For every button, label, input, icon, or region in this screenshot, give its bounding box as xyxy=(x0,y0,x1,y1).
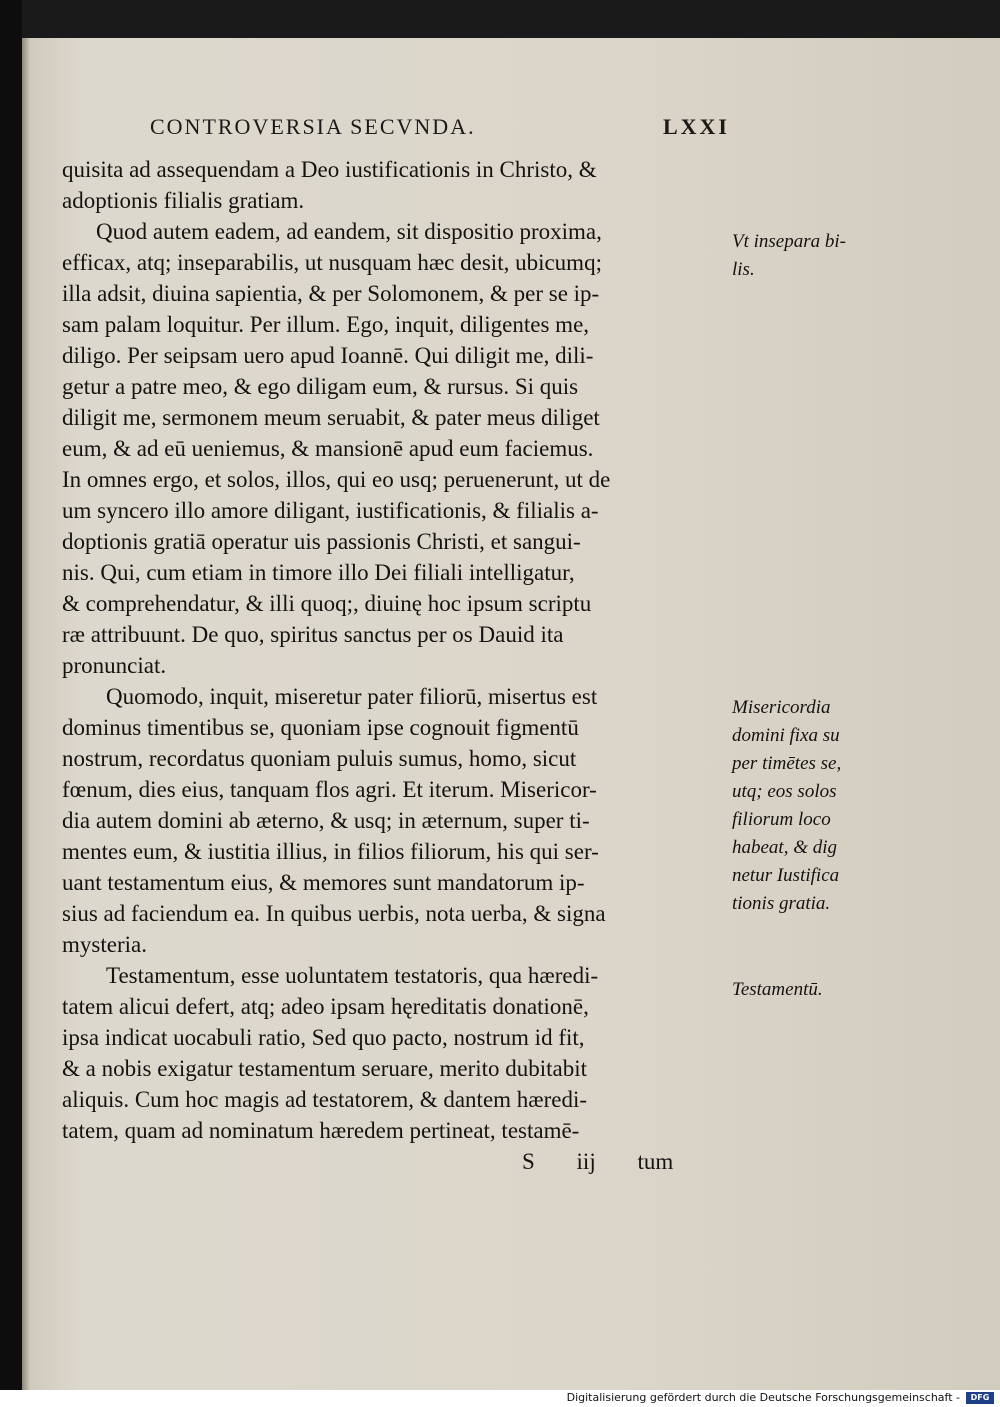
dfg-logo: DFG xyxy=(966,1392,994,1404)
text-line: pronunciat. xyxy=(62,653,167,678)
text-line: dominus timentibus se, quoniam ipse cognouit figmentū xyxy=(62,715,579,740)
margin-note-line: Testamentū. xyxy=(732,979,823,1000)
text-line: quisita ad assequendam a Deo iustificationis in Christo, & xyxy=(62,157,597,182)
text-line: ipsa indicat uocabuli ratio, Sed quo pacto, nostrum id fit, xyxy=(62,1025,585,1050)
folio-number: LXXI xyxy=(662,114,730,139)
margin-note-line: domini fixa su xyxy=(732,725,840,746)
text-line: nostrum, recordatus quoniam puluis sumus, homo, sicut xyxy=(62,746,577,771)
text-line: In omnes ergo, et solos, illos, qui eo usq; peruenerunt, ut de xyxy=(62,467,611,492)
text-line: aliquis. Cum hoc magis ad testatorem, & dantem hæredi- xyxy=(62,1087,588,1112)
footer-credit-bar xyxy=(0,1390,1000,1407)
text-line: nis. Qui, cum etiam in timore illo Dei filiali intelligatur, xyxy=(62,560,575,585)
text-line: sius ad faciendum ea. In quibus uerbis, nota uerba, & signa xyxy=(62,901,606,926)
text-line: tatem, quam ad nominatum hæredem pertineat, testamē- xyxy=(62,1118,580,1143)
text-line: & comprehendatur, & illi quoq;, diuinę hoc ipsum scriptu xyxy=(62,591,592,616)
text-line: uant testamentum eius, & memores sunt mandatorum ip- xyxy=(62,870,585,895)
margin-note-line: tionis gratia. xyxy=(732,893,831,914)
text-line: illa adsit, diuina sapientia, & per Solomonem, & per se ip- xyxy=(62,281,600,306)
margin-note-line: netur Iustifica xyxy=(732,865,840,886)
text-line: & a nobis exigatur testamentum seruare, merito dubitabit xyxy=(62,1056,588,1081)
text-line: dia autem domini ab æterno, & usq; in æternum, super ti- xyxy=(62,808,590,833)
text-line: Testamentum, esse uoluntatem testatoris, qua hæredi- xyxy=(106,963,599,988)
margin-note-misericordia xyxy=(732,694,882,918)
margin-note-line: habeat, & dig xyxy=(732,837,838,858)
margin-note-testamentum xyxy=(732,976,882,1004)
margin-note-line: Misericordia xyxy=(732,697,831,718)
text-line: Quomodo, inquit, miseretur pater filiorū, misertus est xyxy=(106,684,598,709)
text-line: adoptionis filialis gratiam. xyxy=(62,188,305,213)
text-line: mentes eum, & iustitia illius, in filios filiorum, his qui ser- xyxy=(62,839,599,864)
scan-background xyxy=(0,0,22,1390)
main-text-block xyxy=(62,154,724,1177)
footer-credit-text: Digitalisierung gefördert durch die Deutsche Forschungsgemeinschaft - xyxy=(566,1391,960,1404)
text-line: mysteria. xyxy=(62,932,147,957)
margin-note-line: Vt insepara bi- xyxy=(732,231,846,252)
text-line: sam palam loquitur. Per illum. Ego, inquit, diligentes me, xyxy=(62,312,590,337)
page-gutter-shadow xyxy=(22,38,30,1390)
margin-note-line: lis. xyxy=(732,259,755,280)
text-line: diligit me, sermonem meum seruabit, & pater meus diliget xyxy=(62,405,600,430)
text-line: Quod autem eadem, ad eandem, sit dispositio proxima, xyxy=(96,219,602,244)
text-line: eum, & ad eū ueniemus, & mansionē apud eum faciemus. xyxy=(62,436,594,461)
text-line: tatem alicui defert, atq; adeo ipsam hęreditatis donationē, xyxy=(62,994,589,1019)
margin-note-line: utq; eos solos xyxy=(732,781,837,802)
margin-note-line: filiorum loco xyxy=(732,809,831,830)
text-line: fœnum, dies eius, tanquam flos agri. Et iterum. Misericor- xyxy=(62,777,597,802)
text-line: getur a patre meo, & ego diligam eum, & rursus. Si quis xyxy=(62,374,579,399)
margin-note-line: per timētes se, xyxy=(732,753,842,774)
margin-note-inseparabilis xyxy=(732,228,882,284)
text-line: um syncero illo amore diligant, iustificationis, & filialis a- xyxy=(62,498,599,523)
running-title: CONTROVERSIA SECVNDA. xyxy=(150,114,476,139)
text-line: doptionis gratiā operatur uis passionis Christi, et sangui- xyxy=(62,529,581,554)
signature-catchword-line: S iij tum xyxy=(522,1149,674,1174)
text-line: efficax, atq; inseparabilis, ut nusquam hæc desit, ubicumq; xyxy=(62,250,602,275)
text-line: ræ attribuunt. De quo, spiritus sanctus per os Dauid ita xyxy=(62,622,564,647)
text-line: diligo. Per seipsam uero apud Ioannē. Qui diligit me, dili- xyxy=(62,343,594,368)
